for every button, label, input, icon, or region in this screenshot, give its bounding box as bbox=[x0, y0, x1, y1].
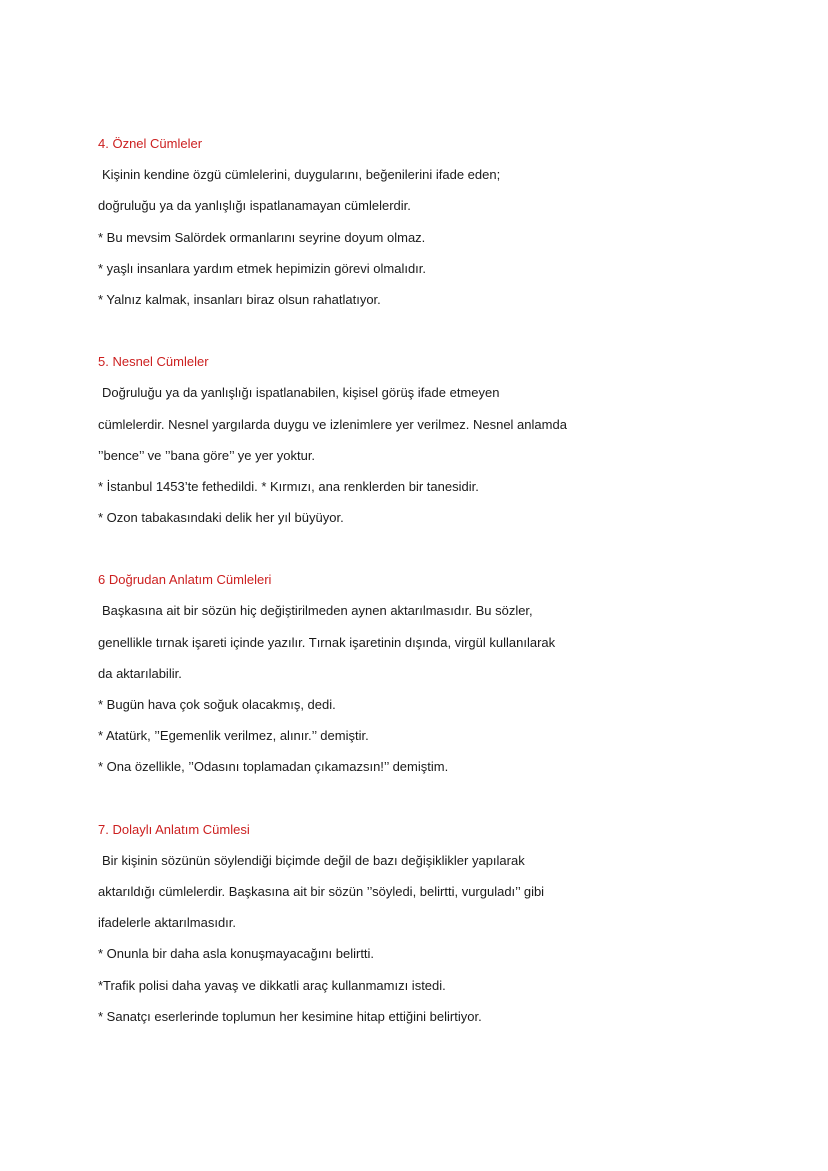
description-line: ’’bence’’ ve ’’bana göre’’ ye yer yoktur. bbox=[98, 447, 316, 463]
section-heading: 5. Nesnel Cümleler bbox=[98, 354, 209, 370]
description-line: cümlelerdir. Nesnel yargılarda duygu ve izlenimlere yer verilmez. Nesnel anlamda bbox=[98, 416, 567, 432]
section-dogrudan-anlatim bbox=[98, 564, 738, 782]
example-line: *Trafik polisi daha yavaş ve dikkatli araç kullanmamızı istedi. bbox=[98, 977, 446, 993]
description-line: genellikle tırnak işareti içinde yazılır. Tırnak işaretinin dışında, virgül kullanılarak bbox=[98, 634, 556, 650]
description-line: Bir kişinin sözünün söylendiği biçimde değil de bazı değişiklikler yapılarak bbox=[102, 852, 525, 868]
section-dolayli-anlatim bbox=[98, 814, 738, 1032]
description-line: ifadelerle aktarılmasıdır. bbox=[98, 915, 237, 931]
example-line: * Ozon tabakasındaki delik her yıl büyüyor. bbox=[98, 510, 344, 526]
description-line: aktarıldığı cümlelerdir. Başkasına ait bir sözün ’’söyledi, belirtti, vurguladı’’ gibi bbox=[98, 883, 545, 899]
description-line: Başkasına ait bir sözün hiç değiştirilmeden aynen aktarılmasıdır. Bu sözler, bbox=[102, 603, 533, 619]
section-nesnel-cumleler bbox=[98, 346, 738, 533]
example-line: * Atatürk, ’’Egemenlik verilmez, alınır.’’ demiştir. bbox=[98, 728, 369, 744]
example-line: * Sanatçı eserlerinde toplumun her kesimine hitap ettiğini belirtiyor. bbox=[98, 1008, 482, 1024]
example-line: * Bugün hava çok soğuk olacakmış, dedi. bbox=[98, 697, 336, 712]
description-line: da aktarılabilir. bbox=[98, 665, 182, 681]
example-line: * Onunla bir daha asla konuşmayacağını belirtti. bbox=[98, 946, 375, 962]
document-page bbox=[98, 128, 738, 1063]
section-heading: 4. Öznel Cümleler bbox=[98, 136, 203, 151]
example-line: * Bu mevsim Salördek ormanlarını seyrine doyum olmaz. bbox=[98, 229, 426, 245]
example-line: * yaşlı insanlara yardım etmek hepimizin görevi olmalıdır. bbox=[98, 260, 427, 276]
description-line: Kişinin kendine özgü cümlelerini, duygularını, beğenilerini ifade eden; bbox=[102, 167, 501, 183]
section-heading: 7. Dolaylı Anlatım Cümlesi bbox=[98, 821, 250, 837]
section-oznel-cumleler bbox=[98, 128, 738, 315]
example-line: * Yalnız kalmak, insanları biraz olsun rahatlatıyor. bbox=[98, 291, 381, 307]
description-line: Doğruluğu ya da yanlışlığı ispatlanabilen, kişisel görüş ifade etmeyen bbox=[102, 385, 500, 401]
section-heading: 6 Doğrudan Anlatım Cümleleri bbox=[98, 572, 272, 588]
example-line: * Ona özellikle, ’’Odasını toplamadan çıkamazsın!’’ demiştim. bbox=[98, 759, 449, 775]
example-line: * İstanbul 1453’te fethedildi. * Kırmızı, ana renklerden bir tanesidir. bbox=[98, 478, 479, 494]
description-line: doğruluğu ya da yanlışlığı ispatlanamayan cümlelerdir. bbox=[98, 198, 411, 214]
